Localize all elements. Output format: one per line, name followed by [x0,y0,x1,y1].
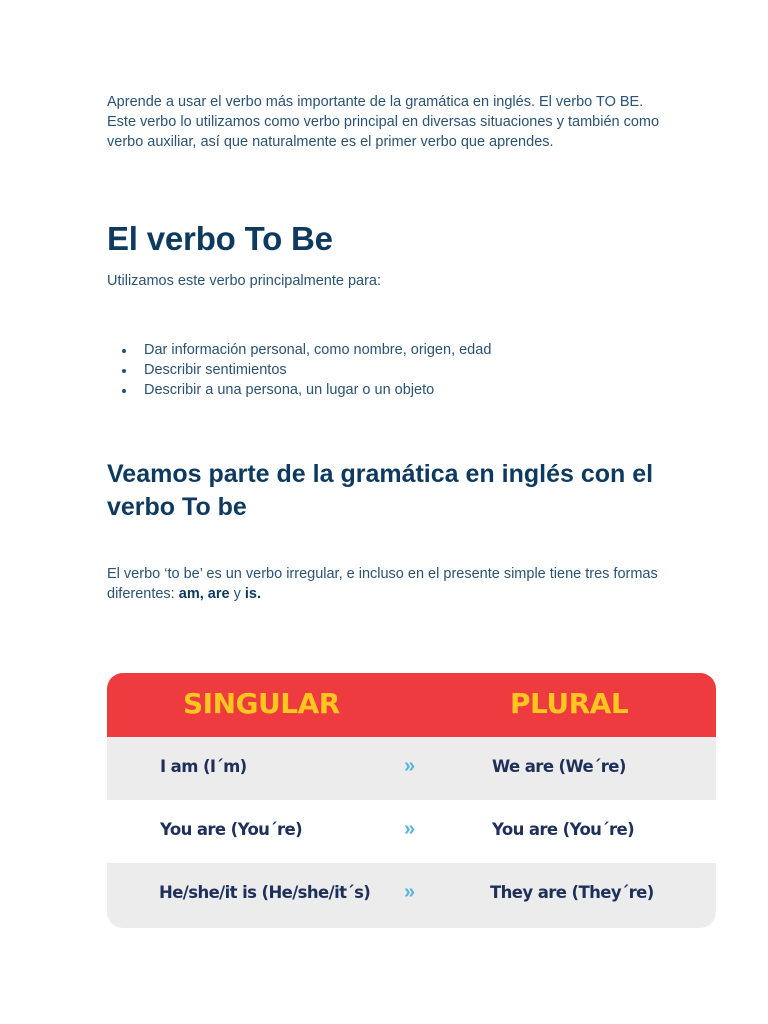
plural-cell: You are (You´re) [492,820,635,839]
plural-cell: We are (We´re) [492,757,626,776]
header-plural: PLURAL [510,687,629,720]
table-row [107,863,716,928]
form-am-are: am, are [178,586,230,602]
list-item: Describir a una persona, un lugar o un objeto [107,380,491,400]
main-heading: El verbo To Be [107,220,333,257]
header-singular: SINGULAR [183,687,340,720]
list-item: Dar información personal, como nombre, origen, edad [107,340,491,360]
form-is: is. [244,586,261,602]
arrow-icon: » [404,881,416,903]
singular-cell: I am (I´m) [160,757,247,776]
arrow-icon: » [404,818,416,840]
intro-paragraph: Aprende a usar el verbo más importante de la gramática en inglés. El verbo TO BE. Este verbo lo utilizamos como verbo principal en diversas situaciones y también como verbo auxiliar, así que naturalmente es el primer verbo que aprendes. [107,94,660,150]
irregular-verb-paragraph [107,564,667,604]
table-row [107,800,716,863]
grammar-heading: Veamos parte de la gramática en inglés con el verbo To be [107,460,654,521]
plural-cell: They are (They´re) [490,883,654,902]
uses-intro: Utilizamos este verbo principalmente para: [107,273,382,289]
table-row [107,737,716,800]
singular-cell: He/she/it is (He/she/it´s) [159,883,371,902]
singular-cell: You are (You´re) [160,820,303,839]
arrow-icon: » [404,755,416,777]
to-be-conjugation-table [107,673,716,928]
list-item: Describir sentimientos [107,360,491,380]
table-header [107,673,716,737]
uses-list [107,340,491,400]
paragraph-text: El verbo ‘to be’ es un verbo irregular, e incluso en el presente simple tiene tres formas diferentes: [107,566,658,602]
paragraph-connector: y [229,586,245,602]
